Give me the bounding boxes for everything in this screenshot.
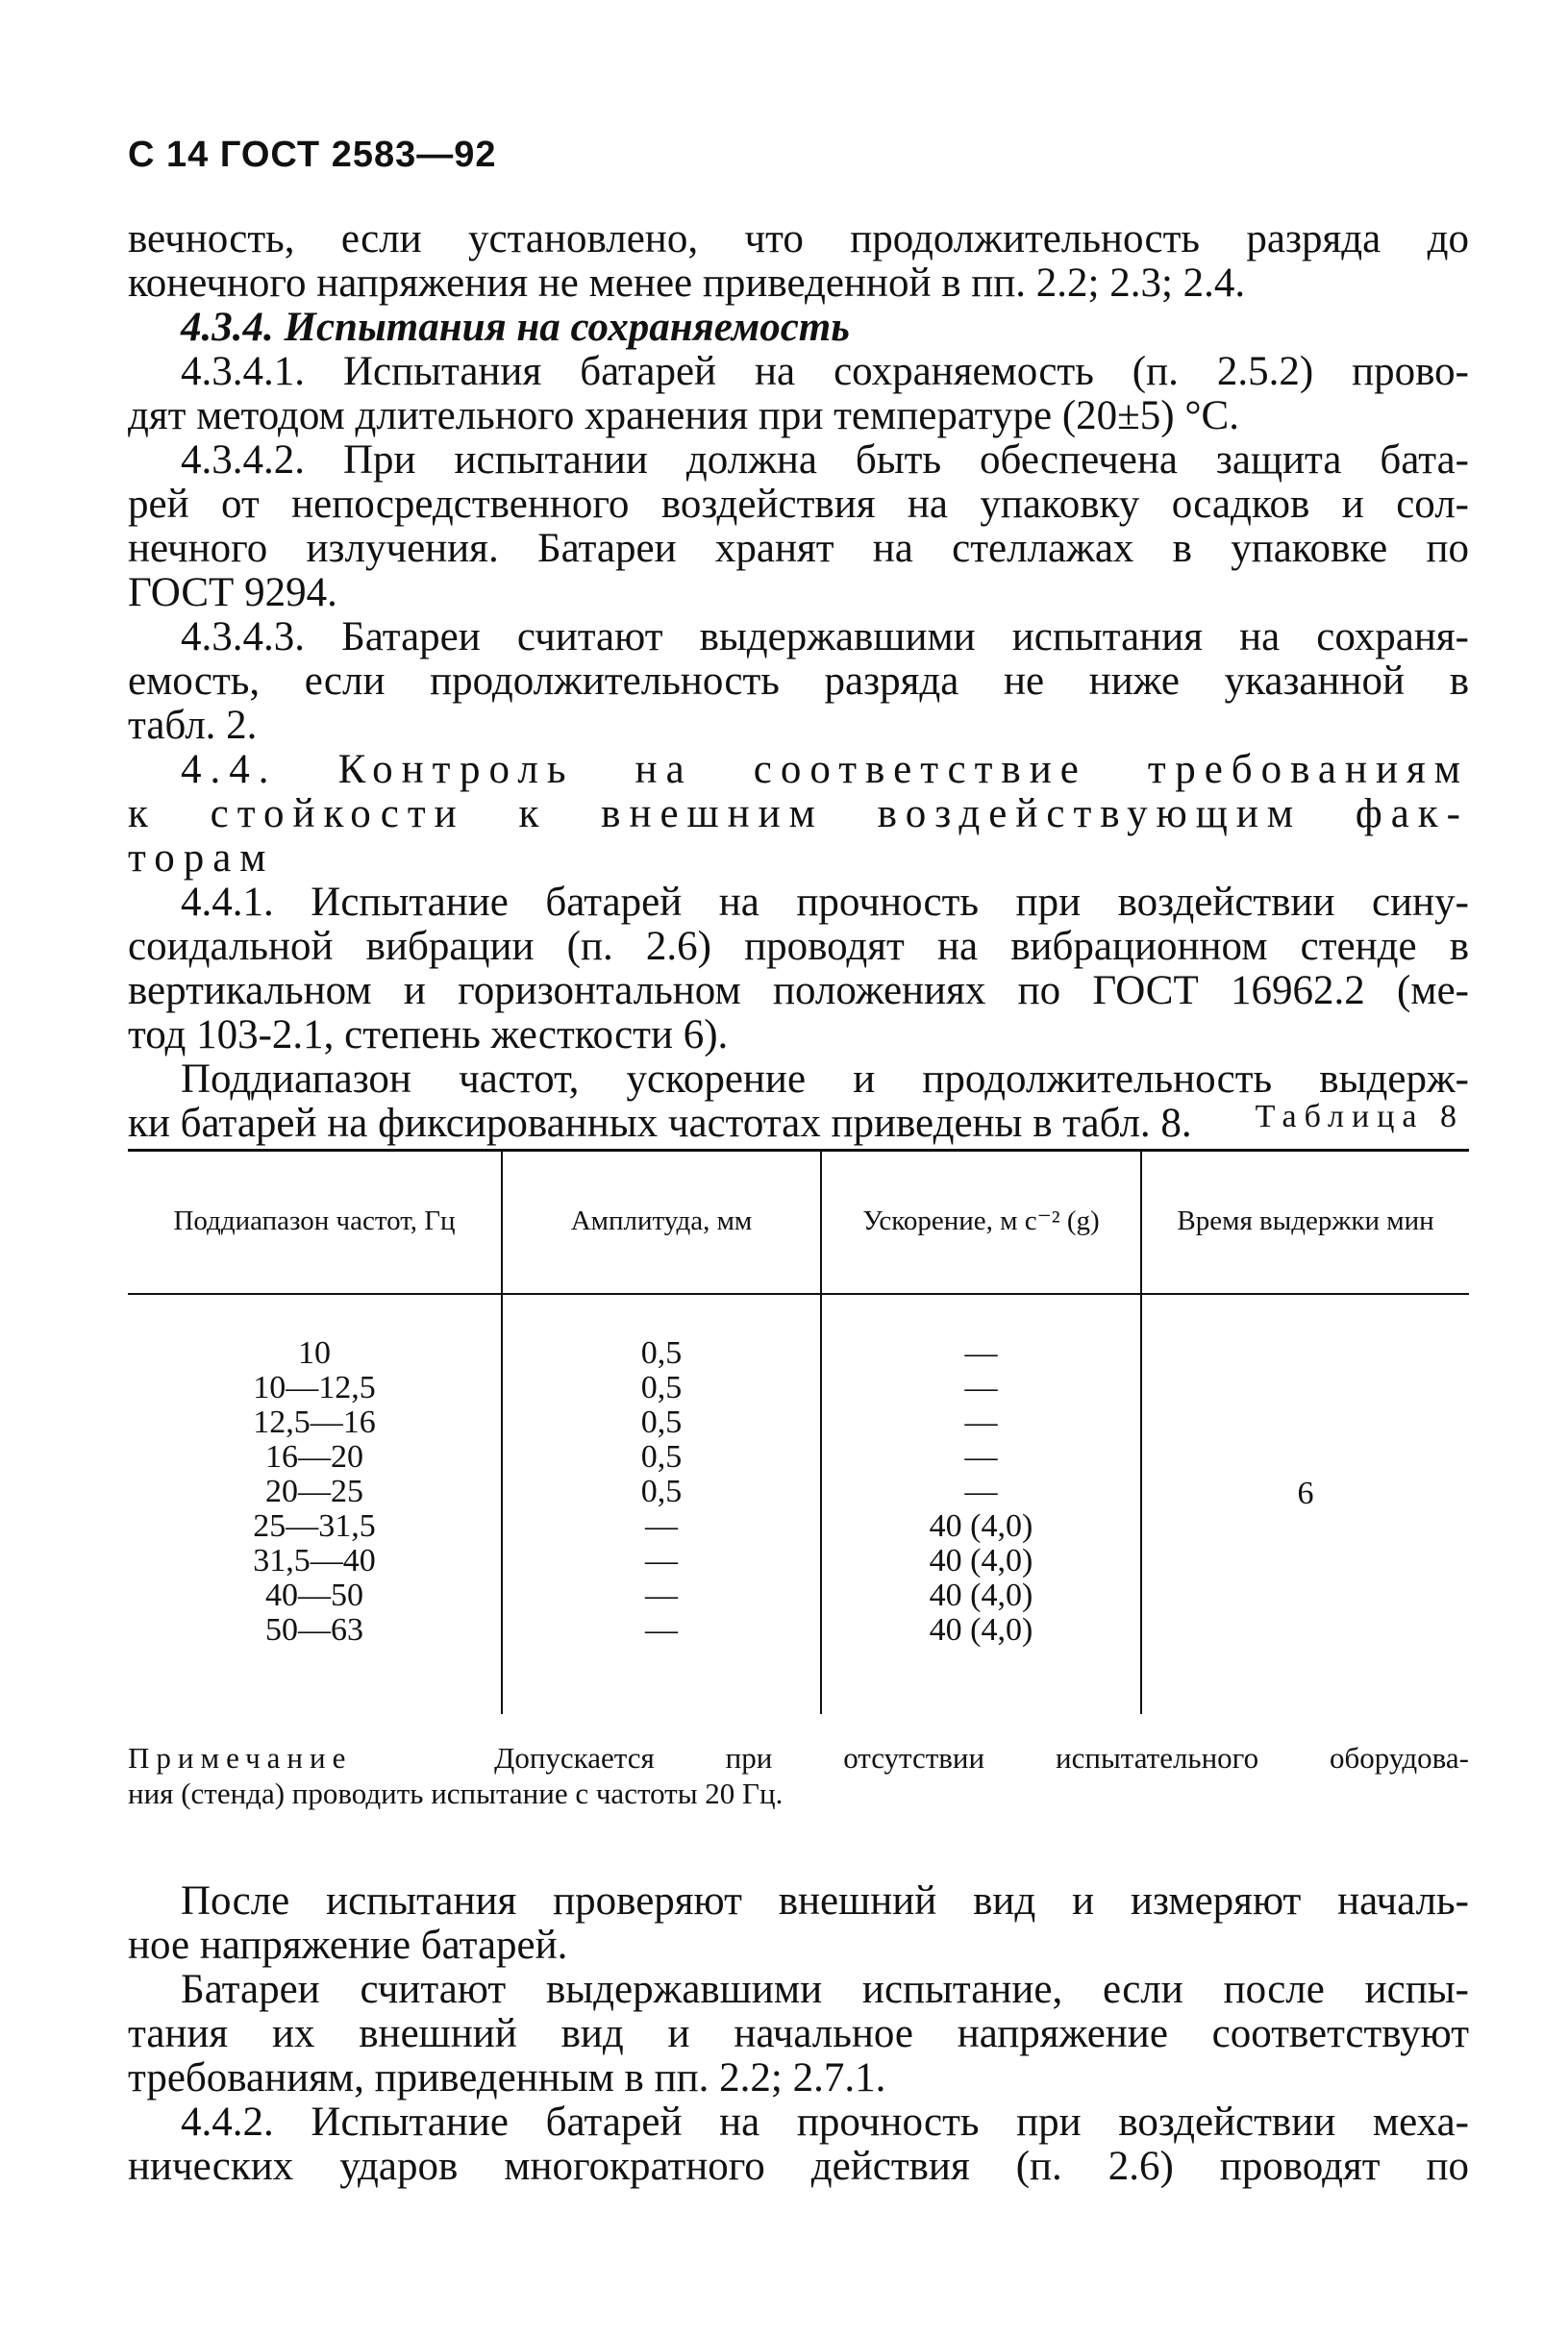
table-header-rule	[128, 1293, 1469, 1295]
table-cell: —	[964, 1405, 998, 1440]
text-line: вечность, если установлено, что продолжительность разряда до	[128, 216, 1469, 261]
table-cell: 50—63	[265, 1612, 363, 1648]
section-heading: к стойкости к внешним воздействующим фак-	[128, 791, 1469, 836]
table-cell: 10—12,5	[253, 1370, 376, 1405]
text-line: нических ударов многократного действия (п. 2.6) проводят по	[128, 2144, 1469, 2189]
section-heading: торам	[128, 835, 275, 881]
table-cell: 40 (4,0)	[929, 1612, 1033, 1648]
text-line: соидальной вибрации (п. 2.6) проводят на вибрационном стенде в	[128, 924, 1469, 969]
text-block-upper	[128, 217, 1469, 1146]
note-line	[128, 1740, 1469, 1776]
text-line: вертикальном и горизонтальном положениях по ГОСТ 16962.2 (ме-	[128, 968, 1469, 1013]
text-line: дят методом длительного хранения при температуре (20±5) °С.	[128, 393, 1239, 438]
header-acceleration: Ускорение, м с⁻² (g)	[862, 1206, 1100, 1236]
table-caption: Таблица 8	[1255, 1099, 1464, 1134]
table-cell: 20—25	[265, 1474, 363, 1509]
column-acceleration	[822, 1336, 1140, 1648]
table-cell: —	[645, 1543, 678, 1579]
table-cell: —	[645, 1508, 678, 1544]
table-cell: —	[964, 1370, 998, 1405]
text-line: 4.3.4.3. Батареи считают выдержавшими испытания на сохраня-	[181, 614, 1469, 659]
text-line: тания их внешний вид и начальное напряжение соответствуют	[128, 2011, 1469, 2056]
text-line: емость, если продолжительность разряда не ниже указанной в	[128, 659, 1469, 704]
table-cell: 0,5	[640, 1335, 683, 1371]
note-label: Примечание	[128, 1741, 353, 1775]
table-cell: —	[964, 1439, 998, 1475]
text-line: ное напряжение батарей.	[128, 1923, 568, 1968]
header-hold-time: Время выдержки мин	[1177, 1206, 1434, 1236]
page-header: С 14 ГОСТ 2583—92	[128, 135, 497, 175]
text-line: 4.4.2. Испытание батарей на прочность при воздействии меха-	[181, 2100, 1469, 2145]
table-cell: 0,5	[640, 1405, 683, 1440]
section-heading: 4.4. Контроль на соответствие требованиям	[181, 747, 1469, 792]
table-note	[128, 1740, 1469, 1811]
text-line: ГОСТ 9294.	[128, 570, 337, 615]
table-cell: 12,5—16	[253, 1405, 376, 1440]
table-cell: 10	[298, 1335, 331, 1371]
header-amplitude: Амплитуда, мм	[570, 1206, 753, 1236]
hold-time-value: 6	[1297, 1476, 1314, 1511]
table-cell: 0,5	[640, 1439, 683, 1475]
text-line: конечного напряжения не менее приведенной в пп. 2.2; 2.3; 2.4.	[128, 261, 1246, 306]
header-frequency: Поддиапазон частот, Гц	[173, 1206, 456, 1236]
table-cell: —	[645, 1578, 678, 1613]
note-text: Допускается при отсутствии испытательного оборудова-	[494, 1741, 1469, 1775]
text-line: табл. 2.	[128, 703, 258, 748]
text-block-lower	[128, 1879, 1469, 2189]
text-line: требованиям, приведенным в пп. 2.2; 2.7.1.	[128, 2055, 886, 2101]
table-cell: 16—20	[265, 1439, 363, 1475]
text-line: рей от непосредственного воздействия на упаковку осадков и сол-	[128, 482, 1469, 527]
note-line: ния (стенда) проводить испытание с частоты 20 Гц.	[128, 1777, 784, 1810]
text-line: нечного излучения. Батареи хранят на стеллажах в упаковке по	[128, 526, 1469, 571]
section-heading: 4.3.4. Испытания на сохраняемость	[181, 305, 850, 350]
column-amplitude	[503, 1336, 820, 1648]
table-cell: 40 (4,0)	[929, 1508, 1033, 1544]
table-cell: 0,5	[640, 1370, 683, 1405]
text-line: 4.3.4.1. Испытания батарей на сохраняемость (п. 2.5.2) прово-	[181, 349, 1469, 394]
text-line: 4.4.1. Испытание батарей на прочность при воздействии сину-	[181, 880, 1469, 925]
table-cell: 31,5—40	[253, 1543, 376, 1579]
text-line: ки батарей на фиксированных частотах приведены в табл. 8.	[128, 1101, 1192, 1146]
text-line: тод 103-2.1, степень жесткости 6).	[128, 1012, 729, 1057]
text-line: После испытания проверяют внешний вид и измеряют началь-	[181, 1878, 1469, 1924]
text-line: Батареи считают выдержавшими испытание, если после испы-	[181, 1967, 1469, 2012]
table-cell: 40 (4,0)	[929, 1543, 1033, 1579]
table-cell: —	[964, 1335, 998, 1371]
table-cell: 40 (4,0)	[929, 1578, 1033, 1613]
text-line: Поддиапазон частот, ускорение и продолжительность выдерж-	[181, 1057, 1469, 1102]
table-cell: 25—31,5	[253, 1508, 376, 1544]
text-line: 4.3.4.2. При испытании должна быть обеспечена защита бата-	[181, 437, 1469, 483]
table-cell: 40—50	[265, 1578, 363, 1613]
table-cell: —	[645, 1612, 678, 1648]
column-frequency	[128, 1336, 501, 1648]
table-cell: 0,5	[640, 1474, 683, 1509]
table-cell: —	[964, 1474, 998, 1509]
vibration-table	[128, 1149, 1469, 1714]
